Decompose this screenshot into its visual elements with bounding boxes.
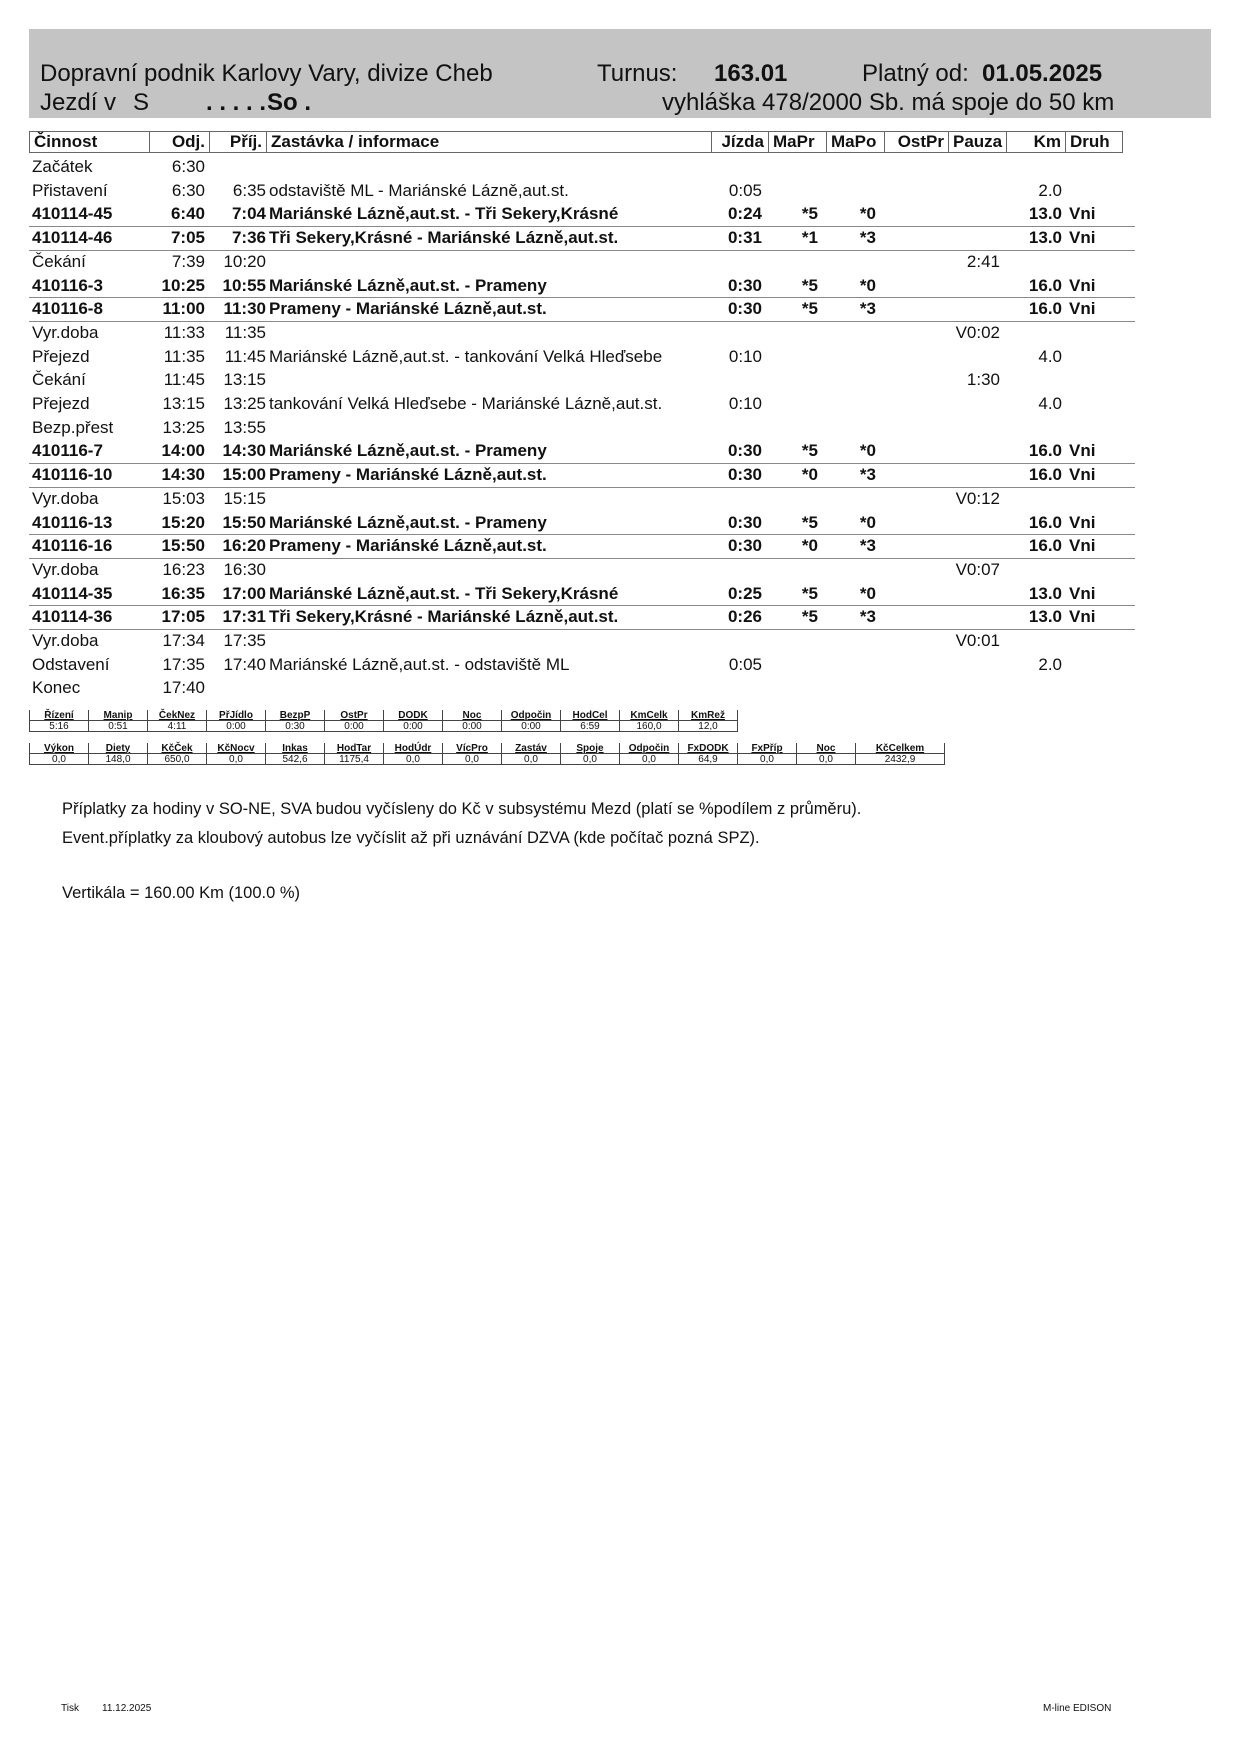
cell-activity: 410114-46 (32, 228, 113, 248)
cell-mapo: *3 (859, 536, 876, 556)
summary-value: 0,0 (502, 754, 561, 765)
cell-departure: 17:35 (162, 654, 205, 674)
summary-table-money (29, 743, 945, 765)
cell-stop-info: odstaviště ML - Mariánské Lázně,aut.st. (269, 180, 569, 200)
cell-arrival: 11:30 (223, 299, 266, 319)
cell-drive-time: 0:30 (727, 536, 762, 556)
cell-mapo: *3 (859, 299, 876, 319)
summary-value: 0:00 (325, 721, 384, 732)
cell-departure: 16:23 (162, 559, 205, 579)
cell-km: 16.0 (1028, 299, 1062, 319)
print-label: Tisk (61, 1703, 79, 1714)
summary-label: PřJídlo (207, 710, 266, 721)
cell-arrival: 14:30 (222, 441, 266, 461)
col-header-druh: Druh (1065, 131, 1123, 153)
cell-activity: 410116-13 (32, 512, 113, 532)
cell-mapr: *5 (801, 299, 818, 319)
cell-arrival: 17:31 (222, 607, 266, 627)
cell-km: 13.0 (1028, 204, 1062, 224)
table-row (29, 392, 1135, 416)
cell-drive-time: 0:26 (727, 607, 762, 627)
cell-activity: 410116-3 (32, 275, 103, 295)
cell-departure: 7:05 (170, 228, 205, 248)
runs-days-value: So . (267, 89, 312, 116)
summary-label: Diety (89, 743, 148, 754)
cell-km: 13.0 (1028, 228, 1062, 248)
summary-value: 64,9 (679, 754, 738, 765)
cell-activity: Čekání (32, 251, 86, 271)
table-row (29, 676, 1135, 700)
cell-mapr: *1 (801, 228, 818, 248)
cell-departure: 14:30 (161, 465, 205, 485)
col-header-pauza: Pauza (948, 131, 1006, 153)
cell-departure: 16:35 (161, 583, 205, 603)
cell-arrival: 15:15 (223, 488, 266, 508)
cell-mapo: *3 (859, 465, 876, 485)
col-header-ostpr: OstPr (884, 131, 948, 153)
summary-label: Řízení (30, 710, 89, 721)
cell-mapo: *0 (859, 512, 876, 532)
col-header-jizda: Jízda (711, 131, 768, 153)
cell-drive-time: 0:30 (727, 275, 762, 295)
cell-pause: 2:41 (966, 251, 1000, 271)
summary-value: 0,0 (30, 754, 89, 765)
cell-km: 16.0 (1028, 536, 1062, 556)
cell-drive-time: 0:05 (728, 654, 762, 674)
summary-value: 6:59 (561, 721, 620, 732)
summary-value: 0,0 (384, 754, 443, 765)
cell-activity: Odstavení (32, 654, 110, 674)
cell-stop-info: Mariánské Lázně,aut.st. - odstaviště ML (269, 654, 570, 674)
cell-stop-info: Tři Sekery,Krásné - Mariánské Lázně,aut.st. (269, 607, 619, 627)
table-row (29, 202, 1135, 227)
cell-type: Vni (1069, 465, 1096, 485)
summary-value: 0:00 (443, 721, 502, 732)
summary-value: 0:00 (384, 721, 443, 732)
cell-arrival: 6:35 (232, 180, 266, 200)
cell-activity: Vyr.doba (32, 322, 99, 342)
company-name: Dopravní podnik Karlovy Vary, divize Cheb (40, 60, 493, 87)
cell-activity: Přejezd (32, 346, 90, 366)
cell-arrival: 10:20 (223, 251, 266, 271)
col-header-cinnost: Činnost (29, 131, 149, 153)
cell-mapo: *3 (859, 607, 876, 627)
summary-value: 5:16 (30, 721, 89, 732)
note-surcharges-weekend: Příplatky za hodiny v SO-NE, SVA budou vyčísleny do Kč v subsystému Mezd (platí se %podílem z průměru). (62, 800, 862, 818)
summary-label: ČekNez (148, 710, 207, 721)
table-row (29, 487, 1135, 511)
summary-label: KčCelkem (856, 743, 945, 754)
cell-drive-time: 0:10 (728, 394, 762, 413)
cell-arrival: 13:15 (223, 370, 266, 390)
table-row (29, 582, 1135, 607)
cell-type: Vni (1069, 299, 1096, 319)
cell-stop-info: Mariánské Lázně,aut.st. - Prameny (269, 275, 547, 295)
col-header-odj: Odj. (149, 131, 209, 153)
table-row (29, 179, 1135, 203)
cell-drive-time: 0:25 (727, 583, 762, 603)
cell-activity: Bezp.přest (32, 417, 114, 437)
cell-stop-info: Mariánské Lázně,aut.st. - Prameny (269, 441, 547, 461)
runs-days-dots: . . . . . (206, 89, 267, 116)
col-header-km: Km (1006, 131, 1065, 153)
table-row (29, 250, 1135, 274)
summary-value: 542,6 (266, 754, 325, 765)
cell-activity: Vyr.doba (32, 488, 99, 508)
cell-arrival: 10:55 (222, 275, 266, 295)
cell-km: 16.0 (1028, 465, 1062, 485)
cell-drive-time: 0:30 (727, 512, 762, 532)
table-row (29, 605, 1135, 630)
cell-mapr: *5 (801, 441, 818, 461)
cell-departure: 15:50 (161, 536, 205, 556)
table-row (29, 463, 1135, 488)
cell-departure: 17:40 (162, 678, 205, 698)
runs-label: Jezdí v (40, 89, 117, 116)
summary-value: 650,0 (148, 754, 207, 765)
summary-label: Manip (89, 710, 148, 721)
table-row (29, 511, 1135, 536)
summary-value: 0:00 (502, 721, 561, 732)
summary-label: Noc (797, 743, 856, 754)
cell-km: 13.0 (1028, 583, 1062, 603)
cell-type: Vni (1069, 536, 1096, 556)
turnus-value: 163.01 (714, 60, 788, 87)
cell-departure: 11:33 (163, 322, 205, 342)
cell-activity: 410116-8 (32, 299, 103, 319)
summary-value: 12,0 (679, 721, 738, 732)
cell-mapo: *3 (859, 228, 876, 248)
summary-label: Noc (443, 710, 502, 721)
cell-mapo: *0 (859, 441, 876, 461)
table-row (29, 297, 1135, 322)
cell-stop-info: Prameny - Mariánské Lázně,aut.st. (269, 299, 547, 319)
cell-activity: 410114-35 (32, 583, 113, 603)
cell-km: 4.0 (1038, 346, 1062, 366)
summary-label: KčNocv (207, 743, 266, 754)
cell-drive-time: 0:05 (728, 180, 762, 200)
cell-stop-info: Prameny - Mariánské Lázně,aut.st. (269, 465, 547, 485)
cell-departure: 10:25 (161, 275, 205, 295)
summary-label: BezpP (266, 710, 325, 721)
table-row (29, 345, 1135, 369)
cell-km: 16.0 (1028, 275, 1062, 295)
cell-mapr: *5 (801, 512, 818, 532)
table-row (29, 416, 1135, 440)
cell-activity: Vyr.doba (32, 631, 99, 650)
cell-arrival: 11:45 (224, 346, 266, 366)
table-row (29, 155, 1135, 179)
cell-arrival: 17:00 (222, 583, 266, 603)
cell-arrival: 16:20 (222, 536, 266, 556)
cell-arrival: 16:30 (223, 559, 266, 579)
cell-mapr: *5 (801, 607, 818, 627)
table-row (29, 321, 1135, 345)
summary-label: Odpočin (502, 710, 561, 721)
cell-departure: 17:05 (161, 607, 205, 627)
cell-activity: 410116-16 (32, 536, 113, 556)
cell-drive-time: 0:24 (727, 204, 762, 224)
valid-from-value: 01.05.2025 (982, 60, 1103, 87)
table-row (29, 629, 1135, 653)
cell-mapr: *5 (801, 204, 818, 224)
cell-activity: Přistavení (32, 180, 108, 200)
cell-pause: V0:01 (955, 631, 1000, 650)
cell-departure: 11:35 (163, 346, 205, 366)
cell-arrival: 13:25 (223, 394, 266, 413)
summary-value: 2432,9 (856, 754, 945, 765)
col-header-mapr: MaPr (768, 131, 826, 153)
table-row (29, 368, 1135, 392)
cell-mapo: *0 (859, 204, 876, 224)
cell-arrival: 7:04 (231, 204, 266, 224)
cell-type: Vni (1069, 607, 1096, 627)
cell-mapr: *0 (801, 536, 818, 556)
summary-value: 0,0 (561, 754, 620, 765)
cell-type: Vni (1069, 204, 1096, 224)
cell-departure: 17:34 (162, 631, 205, 650)
cell-drive-time: 0:30 (727, 465, 762, 485)
turnus-label: Turnus: (597, 60, 678, 87)
cell-activity: 410114-36 (32, 607, 113, 627)
cell-km: 2.0 (1038, 654, 1062, 674)
cell-arrival: 17:40 (223, 654, 266, 674)
cell-type: Vni (1069, 228, 1096, 248)
cell-stop-info: tankování Velká Hleďsebe - Mariánské Lázně,aut.st. (269, 394, 663, 413)
cell-stop-info: Mariánské Lázně,aut.st. - Prameny (269, 512, 547, 532)
summary-value: 0,0 (443, 754, 502, 765)
cell-departure: 11:00 (162, 299, 205, 319)
table-row (29, 534, 1135, 559)
cell-stop-info: Prameny - Mariánské Lázně,aut.st. (269, 536, 547, 556)
summary-value: 148,0 (89, 754, 148, 765)
cell-departure: 13:25 (162, 417, 205, 437)
cell-departure: 11:45 (163, 370, 205, 390)
cell-km: 13.0 (1028, 607, 1062, 627)
vertikala-note: Vertikála = 160.00 Km (100.0 %) (62, 884, 301, 902)
summary-label: Výkon (30, 743, 89, 754)
cell-mapo: *0 (859, 275, 876, 295)
summary-value: 1175,4 (325, 754, 384, 765)
cell-drive-time: 0:31 (727, 228, 762, 248)
cell-type: Vni (1069, 583, 1096, 603)
cell-activity: Konec (32, 678, 81, 698)
cell-activity: Vyr.doba (32, 559, 99, 579)
cell-pause: 1:30 (966, 370, 1000, 390)
cell-activity: Začátek (32, 157, 93, 176)
cell-pause: V0:07 (955, 559, 1000, 579)
table-row (29, 653, 1135, 677)
summary-label: KmCelk (620, 710, 679, 721)
col-header-prij: Příj. (209, 131, 266, 153)
cell-departure: 13:15 (162, 394, 205, 413)
cell-arrival: 13:55 (223, 417, 266, 437)
summary-value: 0,0 (797, 754, 856, 765)
runs-code: S (133, 89, 150, 116)
summary-label: DODK (384, 710, 443, 721)
summary-label: FxDODK (679, 743, 738, 754)
summary-label: Inkas (266, 743, 325, 754)
cell-pause: V0:12 (955, 488, 1000, 508)
summary-label: KmRež (679, 710, 738, 721)
cell-arrival: 11:35 (224, 322, 266, 342)
cell-stop-info: Mariánské Lázně,aut.st. - Tři Sekery,Krásné (269, 583, 619, 603)
regulation-note: vyhláška 478/2000 Sb. má spoje do 50 km (662, 89, 1115, 116)
note-surcharges-articulated: Event.příplatky za kloubový autobus lze vyčíslit až při uznávání DZVA (kde počítač pozná SPZ). (62, 829, 760, 847)
cell-activity: Čekání (32, 370, 86, 390)
table-row (29, 226, 1135, 251)
cell-departure: 6:40 (170, 204, 205, 224)
cell-drive-time: 0:30 (727, 441, 762, 461)
cell-departure: 6:30 (171, 157, 205, 176)
cell-stop-info: Tři Sekery,Krásné - Mariánské Lázně,aut.st. (269, 228, 619, 248)
cell-departure: 14:00 (161, 441, 205, 461)
print-date: 11.12.2025 (102, 1703, 152, 1714)
cell-type: Vni (1069, 275, 1096, 295)
cell-arrival: 15:00 (222, 465, 266, 485)
cell-mapr: *0 (801, 465, 818, 485)
col-header-zastavka: Zastávka / informace (266, 131, 711, 153)
summary-value: 0,0 (207, 754, 266, 765)
summary-value: 4:11 (148, 721, 207, 732)
summary-table-hours (29, 710, 738, 732)
cell-arrival: 17:35 (223, 631, 266, 650)
summary-label: OstPr (325, 710, 384, 721)
valid-from-label: Platný od: (862, 60, 969, 87)
cell-drive-time: 0:30 (727, 299, 762, 319)
cell-stop-info: Mariánské Lázně,aut.st. - Tři Sekery,Krásné (269, 204, 619, 224)
summary-label: VícPro (443, 743, 502, 754)
summary-label: HodTar (325, 743, 384, 754)
cell-drive-time: 0:10 (728, 346, 762, 366)
summary-value: 0:00 (207, 721, 266, 732)
cell-type: Vni (1069, 441, 1096, 461)
summary-value: 0:30 (266, 721, 325, 732)
summary-label: Zastáv (502, 743, 561, 754)
col-header-mapo: MaPo (826, 131, 884, 153)
summary-label: Odpočin (620, 743, 679, 754)
summary-label: KčČek (148, 743, 207, 754)
document-header (29, 29, 1211, 118)
summary-value: 160,0 (620, 721, 679, 732)
cell-departure: 7:39 (171, 251, 205, 271)
table-row (29, 274, 1135, 299)
table-row (29, 558, 1135, 582)
summary-value: 0,0 (738, 754, 797, 765)
cell-km: 2.0 (1038, 180, 1062, 200)
cell-departure: 15:03 (162, 488, 205, 508)
cell-activity: 410116-10 (32, 465, 113, 485)
table-row (29, 439, 1135, 464)
cell-km: 16.0 (1028, 441, 1062, 461)
cell-km: 16.0 (1028, 512, 1062, 532)
cell-activity: 410116-7 (32, 441, 103, 461)
cell-mapr: *5 (801, 275, 818, 295)
cell-departure: 6:30 (171, 180, 205, 200)
cell-type: Vni (1069, 512, 1096, 532)
summary-value: 0,0 (620, 754, 679, 765)
cell-activity: Přejezd (32, 394, 90, 413)
cell-mapo: *0 (859, 583, 876, 603)
summary-label: HodCel (561, 710, 620, 721)
cell-stop-info: Mariánské Lázně,aut.st. - tankování Velká Hleďsebe (269, 346, 663, 366)
summary-label: HodÚdr (384, 743, 443, 754)
software-name: M-line EDISON (1043, 1703, 1112, 1714)
summary-label: FxPříp (738, 743, 797, 754)
summary-value: 0:51 (89, 721, 148, 732)
cell-pause: V0:02 (955, 322, 1000, 342)
cell-activity: 410114-45 (32, 204, 113, 224)
cell-km: 4.0 (1038, 394, 1062, 413)
cell-arrival: 15:50 (222, 512, 266, 532)
summary-label: Spoje (561, 743, 620, 754)
cell-arrival: 7:36 (231, 228, 266, 248)
cell-mapr: *5 (801, 583, 818, 603)
cell-departure: 15:20 (161, 512, 205, 532)
